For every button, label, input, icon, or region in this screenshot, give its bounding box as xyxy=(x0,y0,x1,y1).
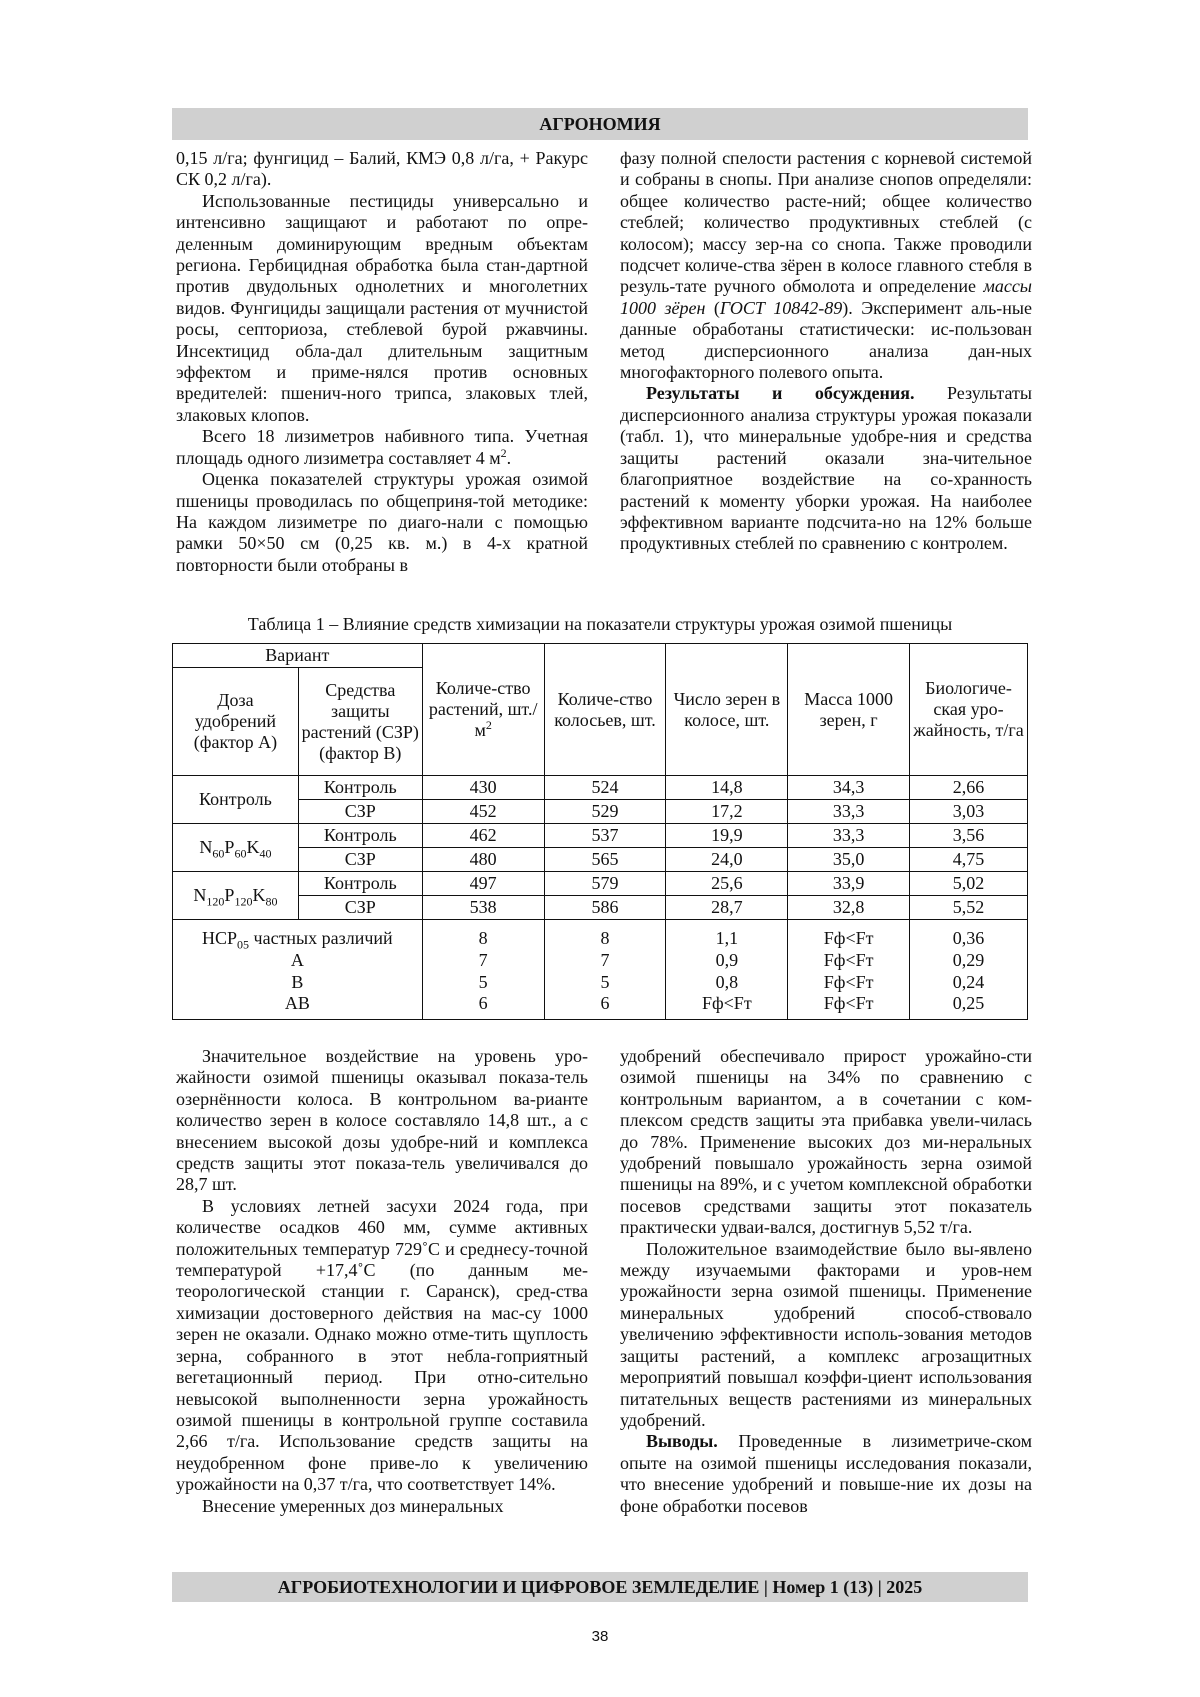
value-cell: 33,3 xyxy=(788,824,910,848)
journal-footer: АГРОБИОТЕХНОЛОГИИ И ЦИФРОВОЕ ЗЕМЛЕДЕЛИЕ | Номер 1 (13) | 2025 xyxy=(172,1572,1028,1602)
value-cell: 497 xyxy=(422,872,544,896)
value-cell: 5 xyxy=(422,971,544,993)
value-cell: 0,25 xyxy=(910,993,1028,1019)
header-mass: Масса 1000 зерен, г xyxy=(788,644,910,776)
paragraph: Результаты и обсуждения. Результаты дисперсионного анализа структуры урожая показали (табл. 1), что минеральные удобре-ния и средства защиты растений оказали зна-чительное благоприятное воздействие на со-хранность растений к моменту уборки урожая. На наиболее эффективном варианте подсчита-но на 12% больше продуктивных стеблей по сравнению с контролем. xyxy=(620,383,1032,554)
szr-cell: СЗР xyxy=(298,800,422,824)
dose-n120p120k80: $N_{120}P_{120}K_{80}$ xyxy=(173,872,299,920)
value-cell: 7 xyxy=(422,949,544,971)
value-cell: 0,36 xyxy=(910,920,1028,950)
value-cell: 8 xyxy=(422,920,544,950)
value-cell: 0,8 xyxy=(666,971,788,993)
table-caption: Таблица 1 – Влияние средств химизации на показатели структуры урожая озимой пшеницы xyxy=(247,614,953,634)
value-cell: 7 xyxy=(544,949,666,971)
value-cell: 538 xyxy=(422,896,544,920)
value-cell: 5 xyxy=(544,971,666,993)
value-cell: 35,0 xyxy=(788,848,910,872)
szr-cell: СЗР xyxy=(298,896,422,920)
value-cell: Fф<Fт xyxy=(788,971,910,993)
left-column-bottom xyxy=(176,1046,588,1517)
hcp-factor-a: А xyxy=(173,949,423,971)
header-grains: Число зерен в колосе, шт. xyxy=(666,644,788,776)
value-cell: 1,1 xyxy=(666,920,788,950)
value-cell: 25,6 xyxy=(666,872,788,896)
szr-cell: Контроль xyxy=(298,776,422,800)
value-cell: 33,3 xyxy=(788,800,910,824)
hcp-factor-b: В xyxy=(173,971,423,993)
value-cell: Fф<Fт xyxy=(788,949,910,971)
value-cell: 586 xyxy=(544,896,666,920)
value-cell: 3,03 xyxy=(910,800,1028,824)
value-cell: 462 xyxy=(422,824,544,848)
paragraph: В условиях летней засухи 2024 года, при количестве осадков 460 мм, сумме активных положительных температур 729˚С и среднесу-точной температурой +17,4˚С (по данным ме-теорологической станции г. Саранск), сред-ства химизации достоверного действия на мас-су 1000 зерен не оказали. Однако можно отме-тить щуплость зерна, собранного в этот небла-гоприятный вегетационный период. При отно-сительно невысокой выполненности зерна урожайность озимой пшеницы в контрольной группе составила 2,66 т/га. Использование средств защиты на неудобренном фоне приве-ло к увеличению урожайности на 0,37 т/га, что соответствует 14%. xyxy=(176,1195,588,1495)
value-cell: 6 xyxy=(422,993,544,1019)
value-cell: 32,8 xyxy=(788,896,910,920)
left-column-top xyxy=(176,148,588,576)
value-cell: 8 xyxy=(544,920,666,950)
value-cell: 524 xyxy=(544,776,666,800)
dose-n60p60k40: $N_{60}P_{60}K_{40}$ xyxy=(173,824,299,872)
paragraph: Всего 18 лизиметров набивного типа. Учетная площадь одного лизиметра составляет 4 $м^2$. xyxy=(176,426,588,468)
value-cell: 0,24 xyxy=(910,971,1028,993)
paragraph: Оценка показателей структуры урожая озимой пшеницы проводилась по общеприня-той методике: На каждом лизиметре по диаго-нали с помощью рамки 50×50 см (0,25 кв. м.) в 4-х кратной повторности были отобраны в xyxy=(176,469,588,575)
value-cell: 565 xyxy=(544,848,666,872)
value-cell: Fф<Fт xyxy=(788,993,910,1019)
header-variant: Вариант xyxy=(173,644,423,668)
value-cell: 5,02 xyxy=(910,872,1028,896)
paragraph: Выводы. Проведенные в лизиметриче-ском опыте на озимой пшеницы исследования показали, что внесение удобрений и повыше-ние их дозы на фоне обработки посевов xyxy=(620,1431,1032,1516)
hcp-label: $НСР_{05}$ частных различий xyxy=(173,920,423,950)
value-cell: 4,75 xyxy=(910,848,1028,872)
header-yield: Биологиче-ская уро-жайность, т/га xyxy=(910,644,1028,776)
section-header: АГРОНОМИЯ xyxy=(172,108,1028,140)
paragraph: Внесение умеренных доз минеральных xyxy=(202,1495,504,1516)
right-column-top xyxy=(620,148,1032,555)
value-cell: 537 xyxy=(544,824,666,848)
page-number: 38 xyxy=(591,1628,609,1645)
hcp-factor-ab: АВ xyxy=(173,993,423,1019)
value-cell: Fф<Fт xyxy=(788,920,910,950)
value-cell: 14,8 xyxy=(666,776,788,800)
value-cell: 28,7 xyxy=(666,896,788,920)
value-cell: 0,9 xyxy=(666,949,788,971)
value-cell: Fф<Fт xyxy=(666,993,788,1019)
value-cell: 3,56 xyxy=(910,824,1028,848)
value-cell: 480 xyxy=(422,848,544,872)
value-cell: 34,3 xyxy=(788,776,910,800)
value-cell: 24,0 xyxy=(666,848,788,872)
paragraph: Использованные пестициды универсально и интенсивно защищают и работают по опре-деленным доминирующим вредным объектам региона. Гербицидная обработка была стан-дартной против двудольных однолетних и многолетних видов. Фунгициды защищали растения от мучнистой росы, септориоза, стеблевой бурой ржавчины. Инсектицид обла-дал длительным защитным эффектом и приме-нялся против основных вредителей: пшенич-ного трипса, злаковых тлей, злаковых клопов. xyxy=(176,190,588,425)
value-cell: 17,2 xyxy=(666,800,788,824)
paragraph: фазу полной спелости растения с корневой системой и собраны в снопы. При анализе снопов определяли: общее количество расте-ний; общее количество стеблей; количество продуктивных стеблей (с колосом); массу зер-на со снопа. Также проводили подсчет количе-ства зёрен в колосе главного стебля в резуль-тате ручного обмолота и определение массы 1000 зёрен (ГОСТ 10842-89). Эксперимент аль-ные данные обработаны статистически: ис-пользован метод дисперсионного анализа дан-ных многофакторного полевого опыта. xyxy=(620,148,1032,383)
value-cell: 6 xyxy=(544,993,666,1019)
szr-cell: СЗР xyxy=(298,848,422,872)
paragraph: Положительное взаимодействие было вы-явлено между изучаемыми факторами и уров-нем урожайности зерна озимой пшеницы. Применение минеральных удобрений способ-ствовало увеличению эффективности исполь-зования методов защиты растений, а комплекс агрозащитных мероприятий повышал коэффи-циент использования питательных веществ растениями из минеральных удобрений. xyxy=(620,1238,1032,1430)
value-cell: 529 xyxy=(544,800,666,824)
paragraph: удобрений обеспечивало прирост урожайно-сти озимой пшеницы на 34% по сравнению с контрольным вариантом, а в сочетании с ком-плексом средств защиты эта прибавка увели-чилась до 78%. Применение высоких доз ми-неральных удобрений повышало урожайность зерна озимой пшеницы на 89%, и с учетом комплексной обработки посевов средствами защиты этот показатель практически удваи-вался, достигнув 5,52 т/га. xyxy=(620,1046,1032,1238)
header-factor-a: Доза удобрений (фактор А) xyxy=(173,668,299,776)
szr-cell: Контроль xyxy=(298,872,422,896)
dose-control: Контроль xyxy=(173,776,299,824)
value-cell: 0,29 xyxy=(910,949,1028,971)
header-plants: Количе-ство растений, $шт./м^2$ xyxy=(422,644,544,776)
szr-cell: Контроль xyxy=(298,824,422,848)
results-table xyxy=(172,643,1028,1020)
header-factor-b: Средства защиты растений (СЗР) (фактор В) xyxy=(298,668,422,776)
header-ears: Количе-ство колосьев, шт. xyxy=(544,644,666,776)
value-cell: 19,9 xyxy=(666,824,788,848)
right-column-bottom xyxy=(620,1046,1032,1517)
value-cell: 33,9 xyxy=(788,872,910,896)
paragraph: Значительное воздействие на уровень уро-жайности озимой пшеницы оказывал показа-тель озернённости колоса. В контрольном ва-рианте количество зерен в колосе составляло 14,8 шт., а с внесением высокой дозы удобре-ний и комплекса средств защиты этот показа-тель увеличивался до 28,7 шт. xyxy=(176,1046,588,1195)
value-cell: 430 xyxy=(422,776,544,800)
paragraph: 0,15 л/га; фунгицид – Балий, КМЭ 0,8 л/га, + Ракурс СК 0,2 л/га). xyxy=(176,148,588,190)
value-cell: 579 xyxy=(544,872,666,896)
value-cell: 2,66 xyxy=(910,776,1028,800)
value-cell: 452 xyxy=(422,800,544,824)
value-cell: 5,52 xyxy=(910,896,1028,920)
